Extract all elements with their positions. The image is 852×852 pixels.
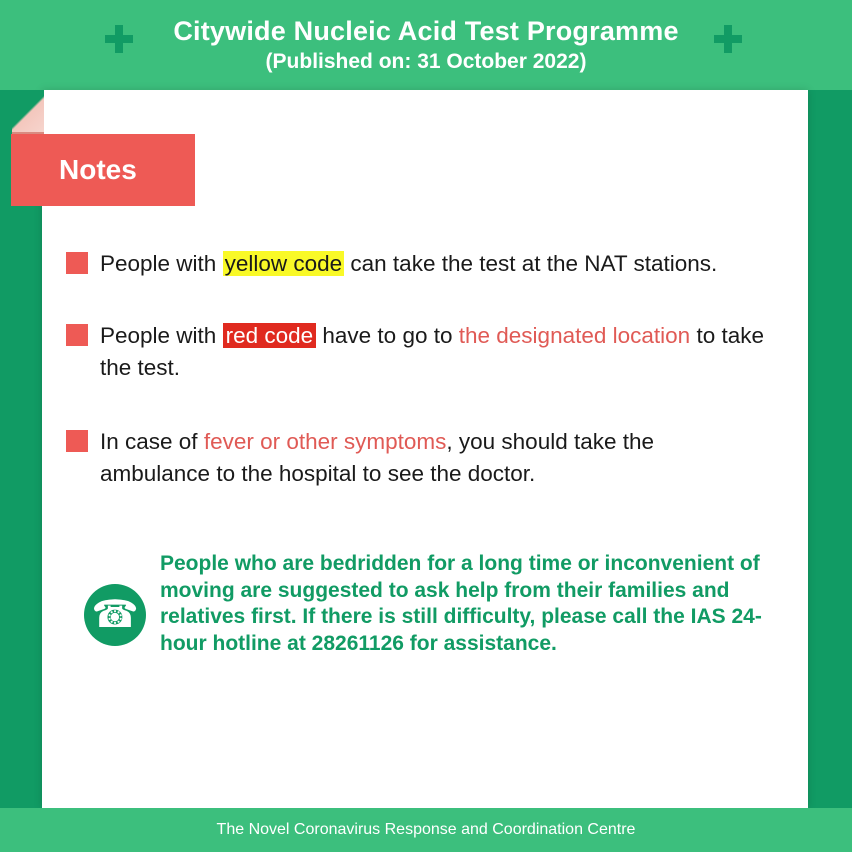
footer-organisation: The Novel Coronavirus Response and Coordination Centre	[0, 808, 852, 852]
note-text: can take the test at the NAT stations.	[344, 251, 718, 276]
hotline-notice: People who are bedridden for a long time or inconvenient of moving are suggested to ask help from their families and relatives first. If there is still difficulty, please call the IAS 24-hour hotline at 28261126 for assistance.	[160, 552, 762, 655]
yellow-code-highlight: yellow code	[224, 251, 343, 276]
header-banner	[0, 0, 852, 90]
note-item	[100, 426, 750, 490]
plus-icon	[714, 25, 742, 53]
published-date: (Published on: 31 October 2022)	[265, 50, 587, 73]
note-text: In case of	[100, 429, 204, 454]
note-text: have to go to	[316, 323, 459, 348]
note-text: People with	[100, 323, 223, 348]
note-text: to take the test.	[100, 323, 764, 380]
page-title: Citywide Nucleic Acid Test Programme	[173, 16, 679, 46]
telephone-icon: ☎	[84, 584, 146, 646]
red-code-highlight: red code	[223, 323, 317, 348]
bullet-icon	[66, 430, 88, 452]
note-item	[100, 320, 800, 384]
bullet-icon	[66, 324, 88, 346]
note-text: , you should take the ambulance to the hospital to see the doctor.	[100, 429, 655, 486]
symptoms-text: fever or other symptoms	[203, 429, 447, 454]
designated-location-text: the designated location	[458, 323, 691, 348]
note-item	[100, 248, 800, 280]
bullet-icon	[66, 252, 88, 274]
note-text: People with	[100, 251, 223, 276]
paper-fold-corner	[12, 90, 44, 136]
notes-heading: Notes	[11, 134, 195, 206]
